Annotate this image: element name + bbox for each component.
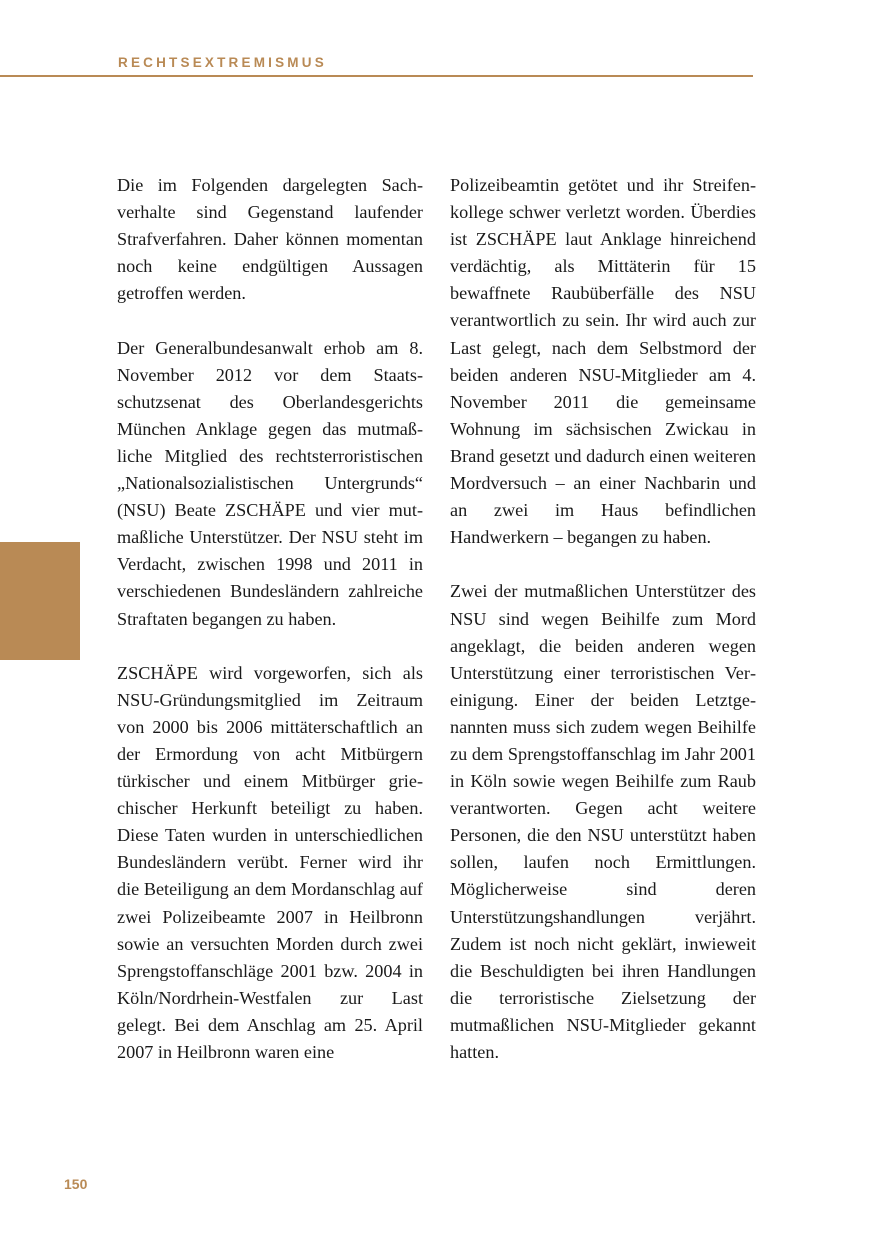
paragraph-indictment: Der Generalbundesanwalt erhob am 8. November 2012 vor dem Staatsschutzsenat des Oberlandesgerichts München Anklage gegen das mutmaßliche Mitglied des rechtsterroristischen „Nationalsozialistischen Untergrunds“ (NSU) Beate ZSCHÄPE und vier mutmaßliche Unterstützer. Der NSU steht im Verdacht, zwischen 1998 und 2011 in verschiedenen Bundesländern zahlreiche Straftaten begangen zu haben. xyxy=(117,337,423,629)
paragraph-supporters: Zwei der mutmaßlichen Unterstützer des NSU sind wegen Beihilfe zum Mord angeklagt, die beiden anderen wegen Unterstützung einer terroristischen Vereinigung. Einer der beiden Letztgenannten muss sich zudem wegen Beihilfe zu dem Sprengstoffanschlag im Jahr 2001 in Köln sowie wegen Beihilfe zum Raub verantworten. Gegen acht weitere Personen, die den NSU unterstützt haben sollen, laufen noch Ermittlungen. Möglicherweise sind deren Unterstützungshandlungen verjährt. Zudem ist noch nicht geklärt, inwieweit die Beschuldigten bei ihren Handlungen die terroristische Zielsetzung der mutmaßlichen NSU-Mitglieder gekannt hatten. xyxy=(450,581,756,1062)
paragraph-intro: Die im Folgenden dargelegten Sachverhalte sind Gegenstand laufender Strafverfahren. Daher können momentan noch keine endgültigen Aussagen getroffen werden. xyxy=(117,175,423,304)
left-text-column xyxy=(117,172,423,1093)
running-header: RECHTSEXTREMISMUS xyxy=(118,55,327,70)
paragraph-accusations: ZSCHÄPE wird vorgeworfen, sich als NSU-Gründungsmitglied im Zeitraum von 2000 bis 2006 mittäterschaftlich an der Ermordung von acht Mitbürgern türkischer und einem Mitbürger griechischer Herkunft beteiligt zu haben. Diese Taten wurden in unterschiedlichen Bundesländern verübt. Ferner wird ihr die Beteiligung an dem Mordanschlag auf zwei Polizeibeamte 2007 in Heilbronn sowie an versuchten Morden durch zwei Sprengstoffanschläge 2001 bzw. 2004 in Köln/Nordrhein-Westfalen zur Last gelegt. Bei dem Anschlag am 25. April 2007 in Heilbronn waren eine xyxy=(117,662,423,1062)
paragraph-continuation: Polizeibeamtin getötet und ihr Streifenkollege schwer verletzt worden. Überdies ist ZSCHÄPE laut Anklage hinreichend verdächtig, als Mittäterin für 15 bewaffnete Raubüberfälle des NSU verantwortlich zu sein. Ihr wird auch zur Last gelegt, nach dem Selbstmord der beiden anderen NSU-Mitglieder am 4. November 2011 die gemeinsame Wohnung im sächsischen Zwickau in Brand gesetzt und dadurch einen weiteren Mordversuch – an einer Nachbarin und an zwei im Haus befindlichen Handwerkern – begangen zu haben. xyxy=(450,175,756,548)
page-number: 150 xyxy=(64,1176,88,1192)
right-text-column xyxy=(450,172,756,1093)
chapter-marker-tab xyxy=(0,542,80,660)
header-rule xyxy=(0,75,753,77)
